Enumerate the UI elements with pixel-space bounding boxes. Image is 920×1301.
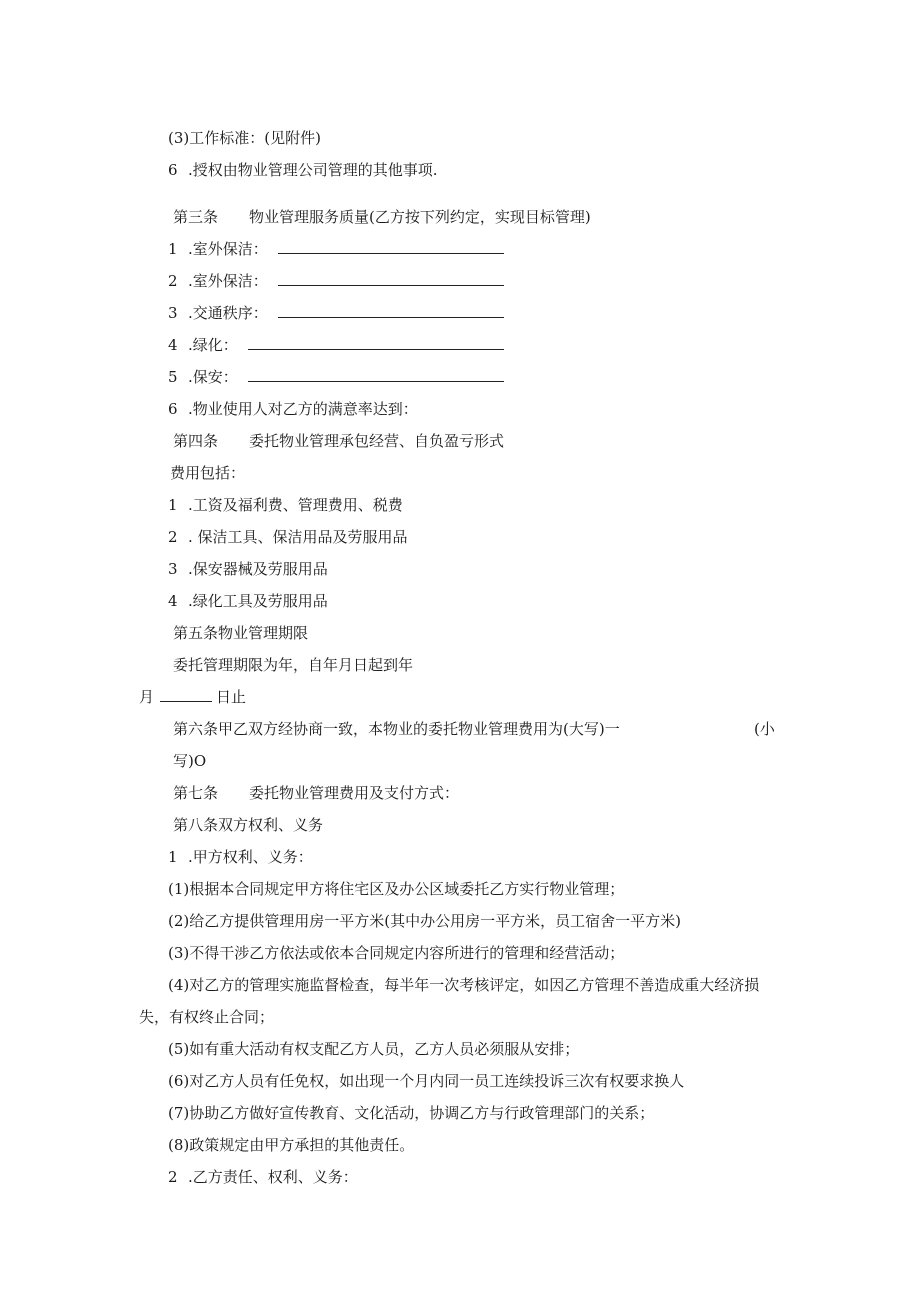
fill-in-blank	[248, 335, 504, 350]
paragraph: 费用包括：	[170, 464, 246, 482]
fill-in-blank	[248, 367, 504, 382]
list-item: (3)不得干涉乙方依法或依本合同规定内容所进行的管理和经营活动；	[168, 944, 625, 962]
paragraph-continuation: (小	[754, 720, 775, 738]
list-item: 1 .工资及福利费、管理费用、税费	[168, 496, 403, 514]
paragraph: 委托管理期限为年，自年月日起到年	[173, 656, 414, 674]
list-item: 3 .交通秩序：	[168, 303, 504, 323]
list-item: (2)给乙方提供管理用房一平方米(其中办公用房一平方米，员工宿舍一平方米)	[168, 912, 681, 930]
article-heading: 第八条双方权利、义务	[173, 816, 324, 834]
list-item: 3 .保安器械及劳服用品	[168, 560, 328, 578]
article-heading: 第五条物业管理期限	[173, 624, 309, 642]
article-heading: 第六条甲乙双方经协商一致，本物业的委托物业管理费用为(大写)一	[173, 720, 620, 738]
fill-in-blank	[278, 239, 504, 254]
list-item-continuation: 失，有权终止合同；	[139, 1008, 275, 1026]
list-item: (6)对乙方人员有任免权，如出现一个月内同一员工连续投诉三次有权要求换人	[168, 1072, 685, 1090]
list-item: 2 . 保洁工具、保洁用品及劳服用品	[168, 528, 408, 546]
list-item: 4 .绿化工具及劳服用品	[168, 592, 328, 610]
fill-in-blank	[160, 687, 212, 702]
article-heading: 第四条 委托物业管理承包经营、自负盈亏形式	[173, 432, 505, 450]
list-item: (5)如有重大活动有权支配乙方人员，乙方人员必须服从安排；	[168, 1040, 580, 1058]
fill-in-blank	[278, 303, 504, 318]
article-heading: 第七条 委托物业管理费用及支付方式：	[173, 784, 460, 802]
list-item: 2 .室外保洁：	[168, 271, 504, 291]
article-heading: 第三条 物业管理服务质量(乙方按下列约定，实现目标管理)	[173, 208, 591, 226]
list-item: 6 .物业使用人对乙方的满意率达到：	[168, 400, 418, 418]
list-item: 2 .乙方责任、权利、义务：	[168, 1168, 358, 1186]
list-item: 1 .室外保洁：	[168, 239, 504, 259]
list-item: (7)协助乙方做好宣传教育、文化活动，协调乙方与行政管理部门的关系；	[168, 1104, 655, 1122]
list-item: 5 .保安：	[168, 367, 504, 387]
list-item: (4)对乙方的管理实施监督检查，每半年一次考核评定，如因乙方管理不善造成重大经济损	[168, 976, 760, 994]
fill-in-blank	[278, 271, 504, 286]
list-item: (8)政策规定由甲方承担的其他责任。	[168, 1136, 415, 1154]
paragraph: 写)O	[173, 752, 207, 770]
list-item: 1 .甲方权利、义务：	[168, 848, 313, 866]
paragraph: 月 日止	[139, 688, 247, 706]
paragraph: (3)工作标准：(见附件)	[168, 129, 321, 147]
list-item: 4 .绿化：	[168, 335, 504, 355]
list-item: 6 .授权由物业管理公司管理的其他事项.	[168, 161, 438, 179]
list-item: (1)根据本合同规定甲方将住宅区及办公区域委托乙方实行物业管理；	[168, 880, 625, 898]
